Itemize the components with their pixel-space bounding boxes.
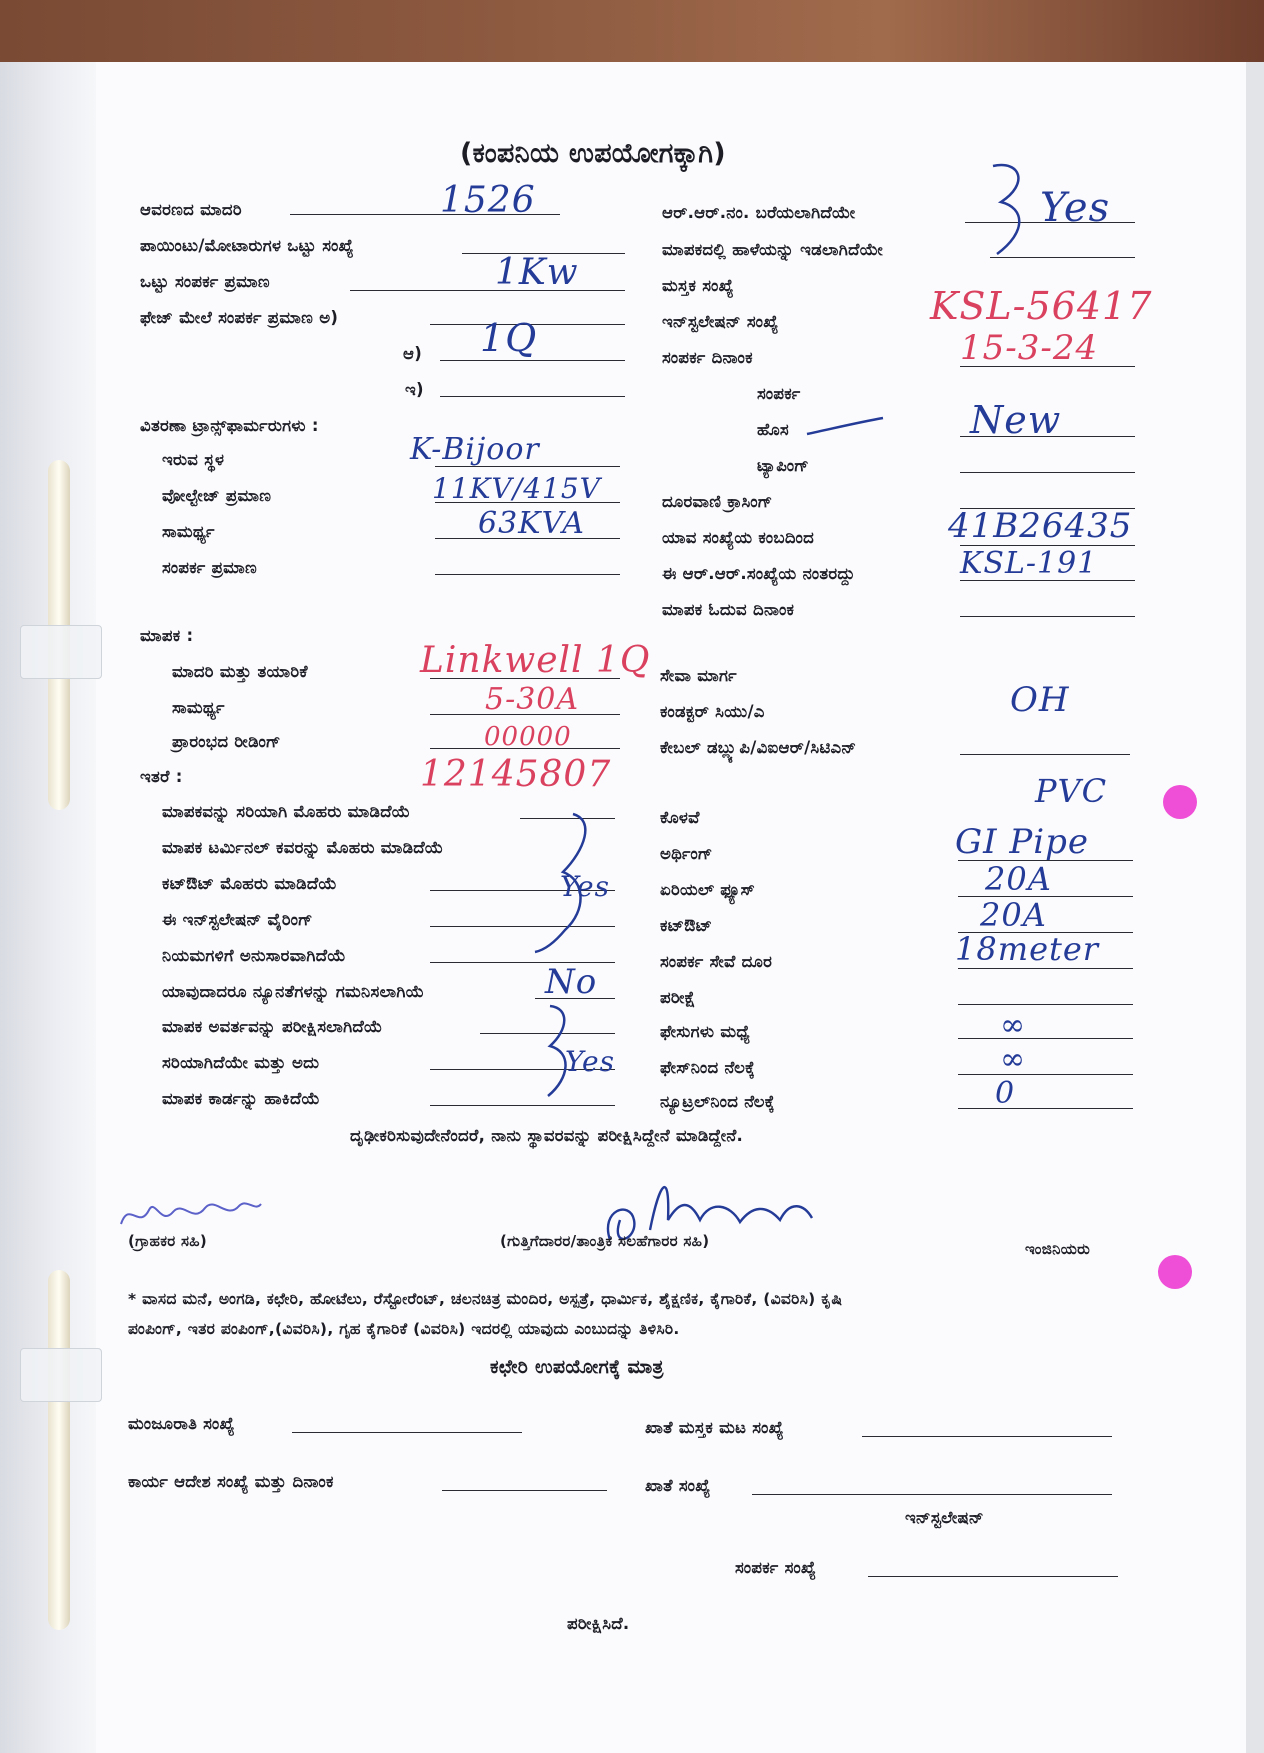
phase-load-aa-line <box>440 360 625 361</box>
account-number-line <box>752 1494 1112 1495</box>
next-rr-number-value: KSL-191 <box>960 546 1098 581</box>
defects-noticed-label: ಯಾವುದಾದರೂ ನ್ಯೂನತೆಗಳನ್ನು ಗಮನಿಸಲಾಗಿಯೆ <box>162 982 425 1001</box>
sheet-placed-label: ಮಾಪಕದಲ್ಲಿ ಹಾಳೆಯನ್ನು ಇಡಲಾಗಿದೆಯೇ <box>662 240 884 259</box>
aerial-fuse-value: 20A <box>985 860 1052 898</box>
binder-clip-bottom <box>20 1348 102 1402</box>
meter-reading-date-label: ಮಾಪಕ ಓದುವ ದಿನಾಂಕ <box>662 600 795 619</box>
service-distance-value: 18meter <box>955 930 1100 968</box>
form-title: (ಕಂಪನಿಯ ಉಪಯೋಗಕ್ಕಾಗಿ) <box>460 138 726 169</box>
next-page-edge <box>1246 62 1264 1753</box>
connection-date-value: 15-3-24 <box>960 328 1099 368</box>
meter-heading: ಮಾಪಕ : <box>140 626 194 645</box>
yes-mark-2: Yes <box>565 1045 615 1078</box>
terminal-cover-sealed-label: ಮಾಪಕ ಟರ್ಮಿನಲ್ ಕವರನ್ನು ಮೊಹರು ಮಾಡಿದೆಯೆ <box>162 838 444 857</box>
yes-mark-1: Yes <box>560 870 610 903</box>
installation-number-label: ಇನ್‌ಸ್ಟಲೇಷನ್ ಸಂಖ್ಯೆ <box>662 312 779 331</box>
others-heading: ಇತರೆ : <box>140 767 183 786</box>
as-per-rules-label: ನಿಯಮಗಳಿಗೆ ಅನುಸಾರವಾಗಿದೆಯೆ <box>162 946 346 965</box>
connection-date-label: ಸಂಪರ್ಕ ದಿನಾಂಕ <box>662 348 753 367</box>
connection-number-label: ಸಂಪರ್ಕ ಸಂಖ್ಯೆ <box>735 1558 817 1577</box>
phase-load-i-line <box>440 396 625 397</box>
contractor-signature-label: (ಗುತ್ತಿಗೆದಾರರ/ತಾಂತ್ರಿಕ ಸಲಹೆಗಾರರ ಸಹಿ) <box>500 1232 710 1250</box>
connection-number-line <box>868 1576 1118 1577</box>
binder-clip-top <box>20 625 102 679</box>
ledger-page-number-line <box>862 1436 1112 1437</box>
meter-capacity-value: 5-30A <box>485 682 580 717</box>
premises-type-label: ಆವರಣದ ಮಾದರಿ <box>140 200 242 219</box>
meter-initial-reading-label: ಪ್ರಾರಂಭದ ರೀಡಿಂಗ್ <box>172 732 281 751</box>
phase-load-aa-label: ಆ) <box>403 344 423 363</box>
pole-number-label: ಯಾವ ಸಂಖ್ಯೆಯ ಕಂಬದಿಂದ <box>662 528 815 547</box>
pole-number-value: 41B26435 <box>948 506 1133 546</box>
sanction-number-line <box>292 1432 522 1433</box>
telephone-crossing-label: ದೂರವಾಣಿ ಕ್ರಾಸಿಂಗ್ <box>662 492 773 511</box>
transformer-voltage-value: 11KV/415V <box>432 472 601 505</box>
installation-wiring-label: ಈ ಇನ್‌ಸ್ಟಲೇಷನ್ ವೈರಿಂಗ್ <box>162 910 313 929</box>
cable-type-line <box>960 754 1130 755</box>
binder-rod-bottom <box>48 1270 70 1630</box>
meter-card-placed-label: ಮಾಪಕ ಕಾರ್ಡನ್ನು ಹಾಕಿದೆಯೆ <box>162 1089 321 1108</box>
book-number-label: ಮಸ್ತಕ ಸಂಖ್ಯೆ <box>662 276 734 295</box>
neutral-to-earth-line <box>958 1108 1133 1109</box>
defects-no-value: No <box>545 962 598 1002</box>
new-connection-label: ಹೊಸ <box>757 420 789 439</box>
premises-type-value: 1526 <box>440 180 536 221</box>
total-load-line <box>350 290 625 291</box>
new-connection-value: New <box>970 398 1062 442</box>
tapping-line <box>960 472 1135 473</box>
meter-serial-number: 12145807 <box>420 754 612 795</box>
pink-sticker-dot <box>1163 785 1197 819</box>
meter-card-placed-line <box>430 1105 615 1106</box>
between-phases-label: ಫೇಸುಗಳು ಮಧ್ಯೆ <box>660 1022 751 1041</box>
category-note-line-1: * ವಾಸದ ಮನೆ, ಅಂಗಡಿ, ಕಛೇರಿ, ಹೋಟೆಲು, ರೆಸ್ಟೋರೆಂಟ್, ಚಲನಚಿತ್ರ ಮಂದಿರ, ಅಸ್ಪತ್ರೆ, ಧಾರ್ಮಿಕ, ಶೈಕ್ಷಣಿಕ, ಕೈಗಾರಿಕೆ, (ವಿವರಿಸಿ) ಕೃಷಿ <box>128 1290 843 1308</box>
service-line-heading: ಸೇವಾ ಮಾರ್ಗ <box>660 666 737 685</box>
pink-sticker-dot-2 <box>1158 1255 1192 1289</box>
meter-capacity-label: ಸಾಮರ್ಥ್ಯ <box>172 698 225 717</box>
transformer-voltage-label: ವೋಲ್ಟೇಜ್ ಪ್ರಮಾಣ <box>162 486 272 505</box>
testing-line <box>958 1004 1133 1005</box>
service-distance-line <box>958 968 1133 969</box>
earthing-label: ಅರ್ಥಿಂಗ್ <box>660 844 713 863</box>
meter-make-label: ಮಾದರಿ ಮತ್ತು ತಯಾರಿಕೆ <box>172 662 308 681</box>
meter-make-value: Linkwell 1Q <box>420 640 651 681</box>
meter-rotation-tested-label: ಮಾಪಕ ಅವರ್ತವನ್ನು ಪರೀಕ್ಷಿಸಲಾಗಿದೆಯೆ <box>162 1017 383 1036</box>
connection-label: ಸಂಪರ್ಕ <box>757 384 801 403</box>
total-load-label: ಒಟ್ಟು ಸಂಪರ್ಕ ಪ್ರಮಾಣ <box>140 272 270 291</box>
tapping-label: ಟ್ಯಾಪಿಂಗ್ <box>757 456 809 475</box>
aerial-fuse-label: ಏರಿಯಲ್ ಫ್ಯೂಸ್ <box>660 880 756 899</box>
next-rr-number-label: ಈ ಆರ್.ಆರ್.ಸಂಖ್ಯೆಯ ನಂತರದ್ದು <box>662 564 856 583</box>
transformer-capacity-value: 63KVA <box>478 506 585 541</box>
points-motors-label: ಪಾಯಿಂಟು/ಮೋಟಾರುಗಳ ಒಟ್ಟು ಸಂಖ್ಯೆ <box>140 236 354 255</box>
phase-to-earth-label: ಫೇಸ್‌ನಿಂದ ನೆಲಕ್ಕೆ <box>660 1058 756 1077</box>
conductor-label: ಕಂಡಕ್ಟರ್ ಸಿಯು/ಎ <box>660 702 765 721</box>
transformer-location-value: K-Bijoor <box>410 432 540 467</box>
neutral-to-earth-label: ನ್ಯೂಟ್ರಲ್‌ನಿಂದ ನೆಲಕ್ಕೆ <box>660 1092 775 1111</box>
certification-statement: ದೃಢೀಕರಿಸುವುದೇನೆಂದರೆ, ನಾನು ಸ್ಥಾವರವನ್ನು ಪರೀಕ್ಷಿಸಿದ್ದೇನೆ ಮಾಡಿದ್ದೇನೆ. <box>350 1126 744 1145</box>
category-note-line-2: ಪಂಪಿಂಗ್, ಇತರ ಪಂಪಿಂಗ್,(ವಿವರಿಸಿ), ಗೃಹ ಕೈಗಾರಿಕೆ (ವಿವರಿಸಿ) ಇದರಲ್ಲಿ ಯಾವುದು ಎಂಬುದನ್ನು ತಿಳಿಸಿರಿ. <box>128 1320 680 1338</box>
checked-label: ಪರೀಕ್ಷಿಸಿದೆ. <box>567 1614 630 1633</box>
cutout-sealed-label: ಕಟ್‌ಔಟ್ ಮೊಹರು ಮಾಡಿದೆಯೆ <box>162 874 338 893</box>
engineer-signature-label: ಇಂಜಿನಿಯರು <box>1025 1240 1091 1258</box>
cutout-label: ಕಟ್‌ಔಟ್ <box>660 916 713 935</box>
total-load-value: 1Kw <box>495 252 579 293</box>
new-tick-mark <box>805 416 885 438</box>
sheet-placed-value: Yes <box>1040 185 1111 231</box>
meter-initial-reading-value: 00000 <box>484 722 572 752</box>
account-number-label: ಖಾತೆ ಸಂಖ್ಯೆ <box>645 1476 711 1495</box>
between-phases-value: ∞ <box>1000 1008 1026 1043</box>
phase-load-i-label: ಇ) <box>405 380 424 399</box>
earthing-value: GI Pipe <box>955 822 1090 862</box>
conduit-label: ಕೊಳವೆ <box>660 808 700 827</box>
rr-number-written-label: ಆರ್.ಆರ್.ನಂ. ಬರೆಯಲಾಗಿದೆಯೇ <box>662 203 856 222</box>
phase-load-a-label: ಫೇಜ್ ಮೇಲೆ ಸಂಪರ್ಕ ಪ್ರಮಾಣ ಅ) <box>140 308 339 327</box>
transformer-load-label: ಸಂಪರ್ಕ ಪ್ರಮಾಣ <box>162 558 257 577</box>
transformer-capacity-label: ಸಾಮರ್ಥ್ಯ <box>162 522 215 541</box>
meter-sealed-label: ಮಾಪಕವನ್ನು ಸರಿಯಾಗಿ ಮೊಹರು ಮಾಡಿದೆಯೆ <box>162 802 411 821</box>
conduit-value: PVC <box>1035 772 1108 810</box>
ledger-page-number-label: ಖಾತೆ ಮಸ್ತಕ ಮಟ ಸಂಖ್ಯೆ <box>645 1418 784 1437</box>
sanction-number-label: ಮಂಜೂರಾತಿ ಸಂಖ್ಯೆ <box>128 1414 235 1433</box>
transformer-location-label: ಇರುವ ಸ್ಥಳ <box>162 450 225 469</box>
transformer-heading: ವಿತರಣಾ ಟ್ರಾನ್ಸ್‌ಫಾರ್ಮರುಗಳು : <box>140 416 319 435</box>
cutout-value: 20A <box>980 896 1047 934</box>
between-phases-line <box>958 1038 1133 1039</box>
cable-type-label: ಕೇಬಲ್ ಡಬ್ಲ್ಯುಪಿ/ವಿಐಆರ್/ಸಿಟಿಎನ್ <box>660 738 857 757</box>
installation-number-value: KSL-56417 <box>930 284 1153 328</box>
phase-load-value: 1Q <box>480 316 538 360</box>
meter-reading-date-line <box>960 616 1135 617</box>
neutral-to-earth-value: 0 <box>995 1076 1016 1111</box>
customer-signature-label: (ಗ್ರಾಹಕರ ಸಹಿ) <box>128 1232 208 1250</box>
office-use-heading: ಕಛೇರಿ ಉಪಯೋಗಕ್ಕೆ ಮಾತ್ರ <box>490 1356 664 1378</box>
wooden-table-background <box>0 0 1264 62</box>
transformer-load-line <box>435 574 620 575</box>
work-order-label: ಕಾರ್ಯ ಆದೇಶ ಸಂಖ್ಯೆ ಮತ್ತು ದಿನಾಂಕ <box>128 1472 334 1491</box>
testing-label: ಪರೀಕ್ಷೆ <box>660 988 696 1007</box>
service-distance-label: ಸಂಪರ್ಕ ಸೇವೆ ದೂರ <box>660 952 773 971</box>
work-order-line <box>442 1490 607 1491</box>
phase-to-earth-value: ∞ <box>1000 1042 1026 1077</box>
phase-to-earth-line <box>958 1074 1133 1075</box>
conductor-value: OH <box>1010 680 1070 720</box>
correct-and-label: ಸರಿಯಾಗಿದೆಯೇ ಮತ್ತು ಅದು <box>162 1053 320 1072</box>
installation-office-label: ಇನ್‌ಸ್ಟಲೇಷನ್ <box>905 1508 984 1527</box>
